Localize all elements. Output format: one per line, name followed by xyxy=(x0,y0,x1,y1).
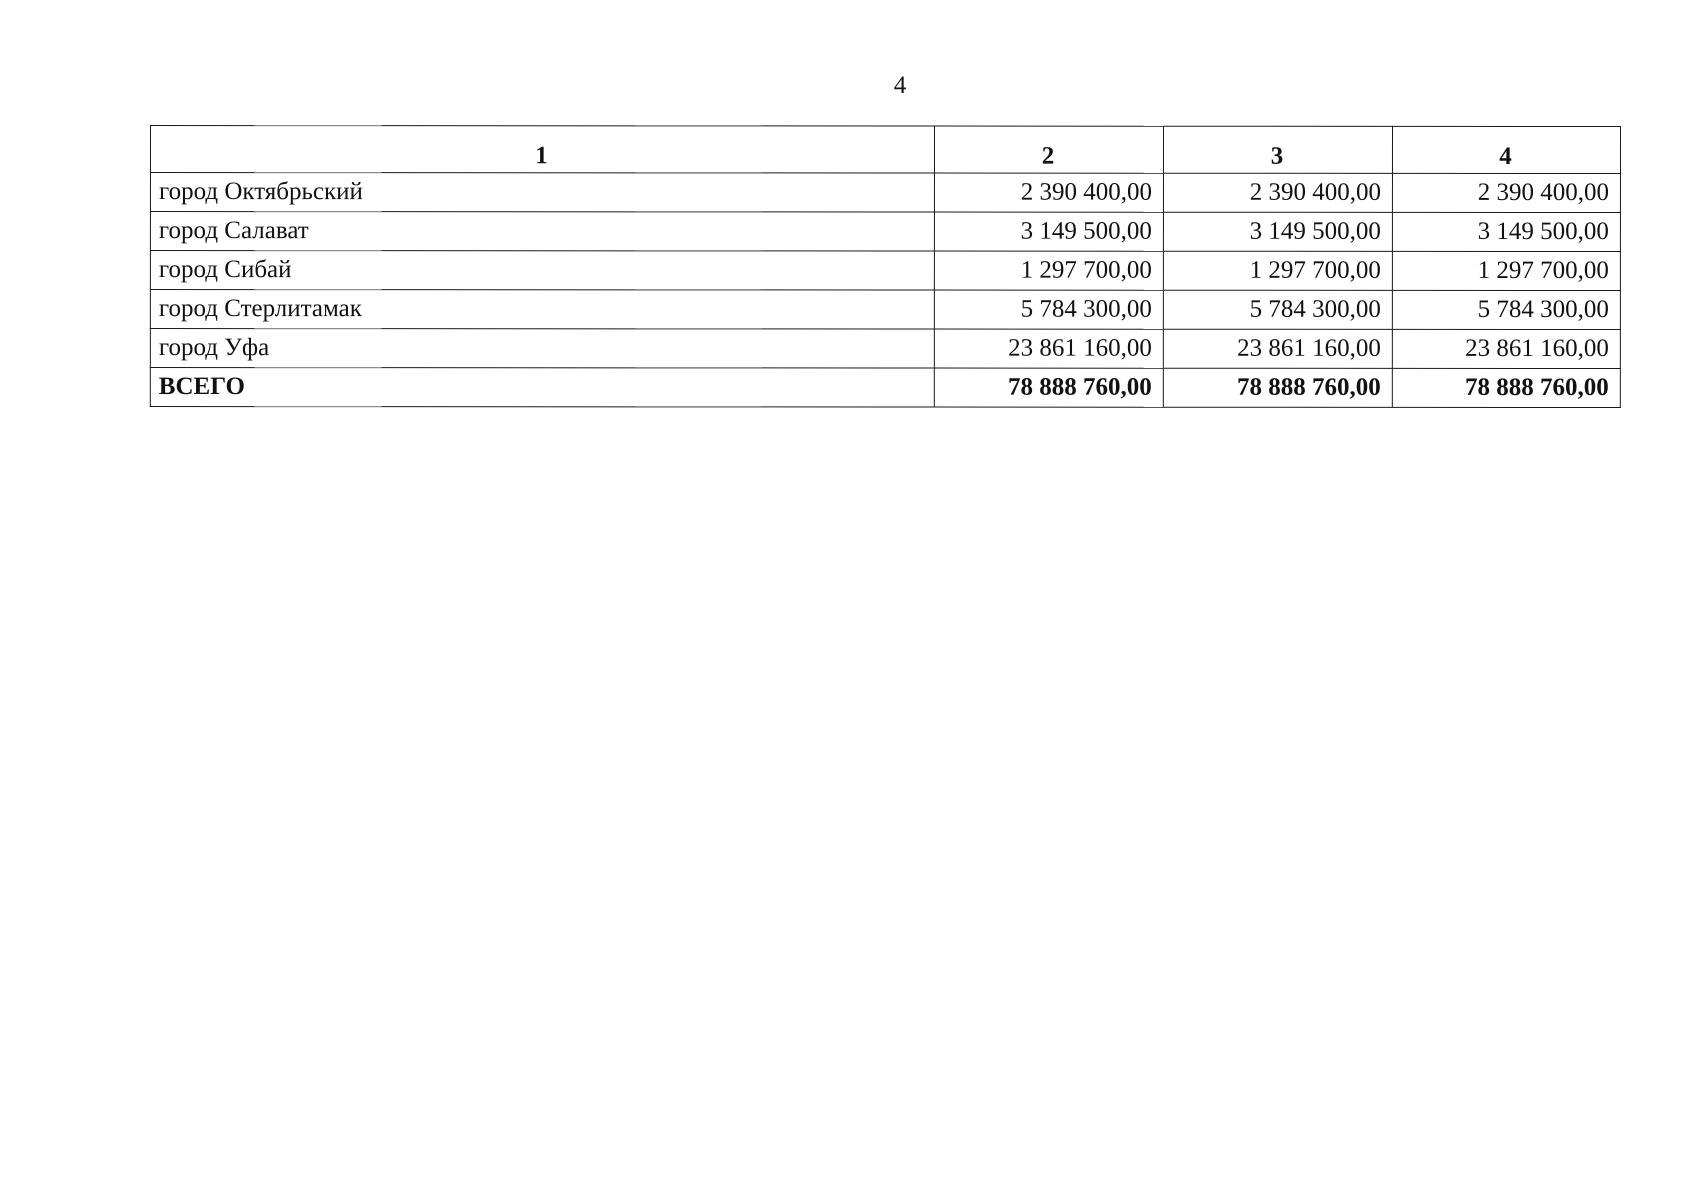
table-header-row xyxy=(150,126,1620,174)
column-header: 4 xyxy=(1392,126,1620,173)
amount-cell: 5 784 300,00 xyxy=(1392,290,1620,329)
amount-cell: 3 149 500,00 xyxy=(1163,212,1392,251)
amount-cell: 2 390 400,00 xyxy=(1163,173,1392,212)
amount-cell: 1 297 700,00 xyxy=(1392,251,1620,290)
amount-cell: 3 149 500,00 xyxy=(1392,212,1620,251)
page-number: 4 xyxy=(893,72,907,99)
amount-cell: 23 861 160,00 xyxy=(1392,329,1620,368)
municipality-cell: город Уфа xyxy=(150,329,934,369)
amount-cell: 5 784 300,00 xyxy=(934,290,1163,329)
amount-cell: 1 297 700,00 xyxy=(1163,251,1392,290)
municipality-cell: город Октябрьский xyxy=(150,173,934,213)
municipality-cell: город Сибай xyxy=(150,251,934,291)
column-header: 3 xyxy=(1163,126,1392,173)
amount-cell: 2 390 400,00 xyxy=(934,173,1163,212)
table-row xyxy=(150,212,1620,252)
amount-cell: 23 861 160,00 xyxy=(1163,329,1392,368)
total-amount-cell: 78 888 760,00 xyxy=(934,368,1163,407)
amount-cell: 2 390 400,00 xyxy=(1392,173,1620,212)
column-header: 2 xyxy=(934,126,1163,173)
total-amount-cell: 78 888 760,00 xyxy=(1392,368,1620,407)
total-label: ВСЕГО xyxy=(150,368,934,408)
total-row xyxy=(150,368,1620,408)
amount-cell: 3 149 500,00 xyxy=(934,212,1163,251)
table-row xyxy=(150,173,1620,213)
table-row xyxy=(150,329,1620,369)
total-amount-cell: 78 888 760,00 xyxy=(1163,368,1392,407)
municipality-cell: город Салават xyxy=(150,212,934,252)
amount-cell: 1 297 700,00 xyxy=(934,251,1163,290)
amount-cell: 5 784 300,00 xyxy=(1163,290,1392,329)
budget-table xyxy=(150,125,1621,408)
column-header: 1 xyxy=(150,126,934,174)
table-row xyxy=(150,290,1620,330)
municipality-cell: город Стерлитамак xyxy=(150,290,934,330)
amount-cell: 23 861 160,00 xyxy=(934,329,1163,368)
table-row xyxy=(150,251,1620,291)
